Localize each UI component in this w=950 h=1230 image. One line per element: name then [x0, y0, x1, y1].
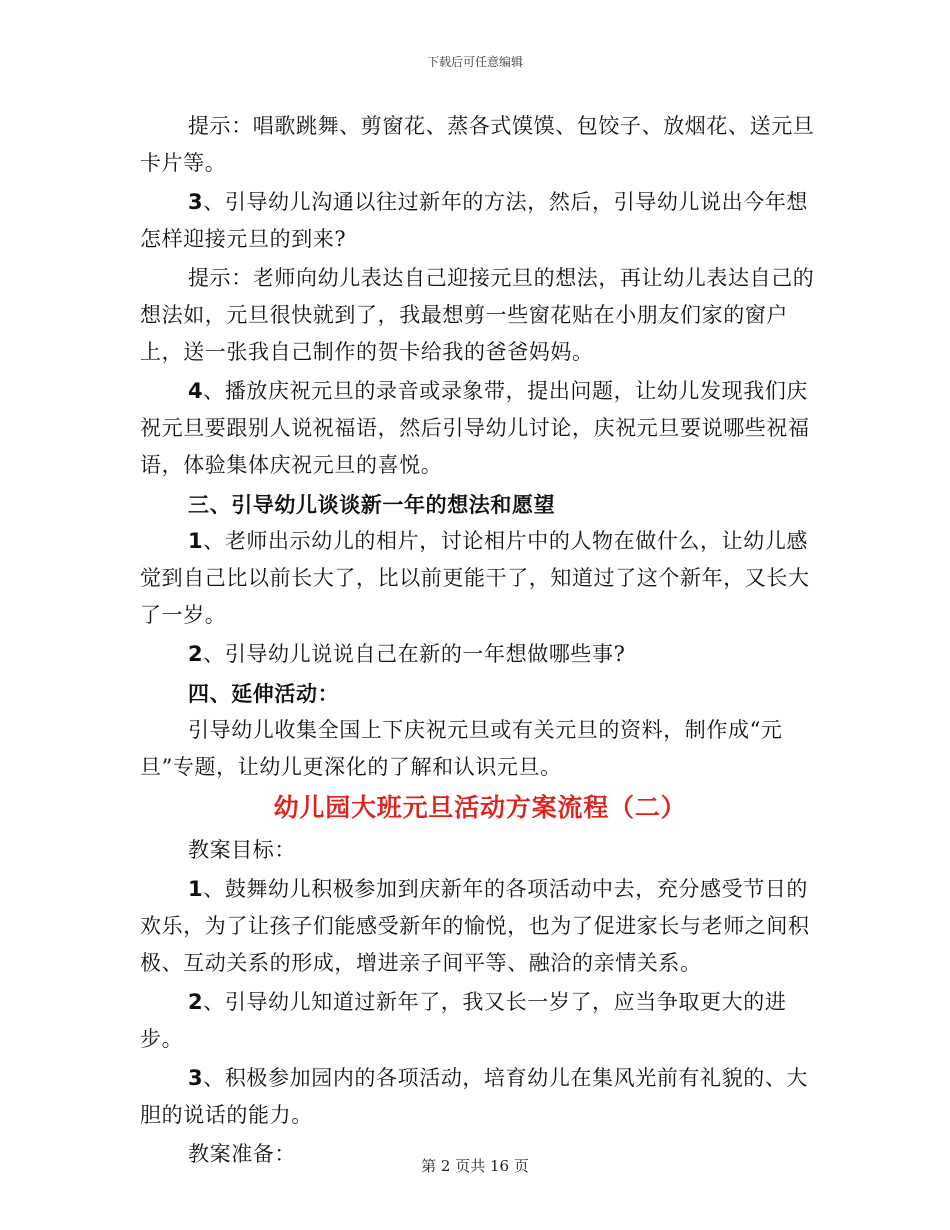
paragraph-section3-step-2 [140, 636, 820, 673]
goal-number: 1 [188, 877, 204, 901]
paragraph-text: 、播放庆祝元旦的录音或录象带，提出问题，让幼儿发现我们庆祝元旦要跟别人说祝福语，然后引导幼儿讨论，庆祝元旦要说哪些祝福语，体验集体庆祝元旦的喜悦。 [140, 379, 810, 477]
paragraph-number: 1 [188, 529, 204, 553]
goal-number: 3 [188, 1066, 204, 1090]
paragraph-number: 2 [188, 642, 204, 666]
goal-text: 、鼓舞幼儿积极参加到庆新年的各项活动中去，充分感受节日的欢乐，为了让孩子们能感受新年的愉悦，也为了促进家长与老师之间积极、互动关系的形成，增进亲子间平等、融洽的亲情关系。 [140, 877, 810, 975]
paragraph-number: 4 [188, 379, 204, 403]
paragraph-text: 提示：老师向幼儿表达自己迎接元旦的想法，再让幼儿表达自己的想法如，元旦很快就到了，我最想剪一些窗花贴在小朋友们家的窗户上，送一张我自己制作的贺卡给我的爸爸妈妈。 [140, 266, 815, 364]
paragraph-text: 、老师出示幼儿的相片，讨论相片中的人物在做什么，让幼儿感觉到自己比以前长大了，比以前更能干了，知道过了这个新年，又长大了一岁。 [140, 529, 810, 627]
paragraph-step-4 [140, 373, 820, 484]
page-footer: 第 2 页共 16 页 [421, 1157, 529, 1175]
paragraph-hint-teacher [140, 260, 820, 371]
paragraph-step-3 [140, 184, 820, 258]
paragraph-hint-activities [140, 108, 820, 182]
goal-text: 、引导幼儿知道过新年了，我又长一岁了，应当争取更大的进步。 [140, 990, 787, 1051]
section-title: 幼儿园大班元旦活动方案流程（二） [273, 793, 687, 822]
paragraph-text: 、引导幼儿沟通以往过新年的方法，然后，引导幼儿说出今年想怎样迎接元旦的到来? [140, 190, 809, 251]
goals-label: 教案目标： [188, 838, 296, 862]
page-header: 下载后可任意编辑 [426, 55, 523, 69]
goal-item-1 [140, 871, 820, 982]
paragraph-text: 、引导幼儿说说自己在新的一年想做哪些事? [203, 642, 626, 666]
goal-number: 2 [188, 990, 204, 1014]
goal-text: 、积极参加园内的各项活动，培育幼儿在集风光前有礼貌的、大胆的说话的能力。 [140, 1066, 809, 1127]
paragraph-section3-step-1 [140, 523, 820, 634]
paragraph-number: 3 [188, 190, 204, 214]
paragraph-extension: 引导幼儿收集全国上下庆祝元旦或有关元旦的资料，制作成“元旦”专题，让幼儿更深化的了解和认识元旦。 [140, 718, 783, 779]
prep-label: 教案准备： [188, 1142, 296, 1166]
goal-item-2 [140, 984, 820, 1058]
heading-section-4: 四、延伸活动： [188, 681, 340, 706]
paragraph-text: 提示：唱歌跳舞、剪窗花、蒸各式馍馍、包饺子、放烟花、送元旦卡片等。 [140, 114, 815, 175]
document-body [140, 108, 820, 1175]
goal-item-3 [140, 1060, 820, 1134]
heading-section-3: 三、引导幼儿谈谈新一年的想法和愿望 [188, 492, 556, 517]
